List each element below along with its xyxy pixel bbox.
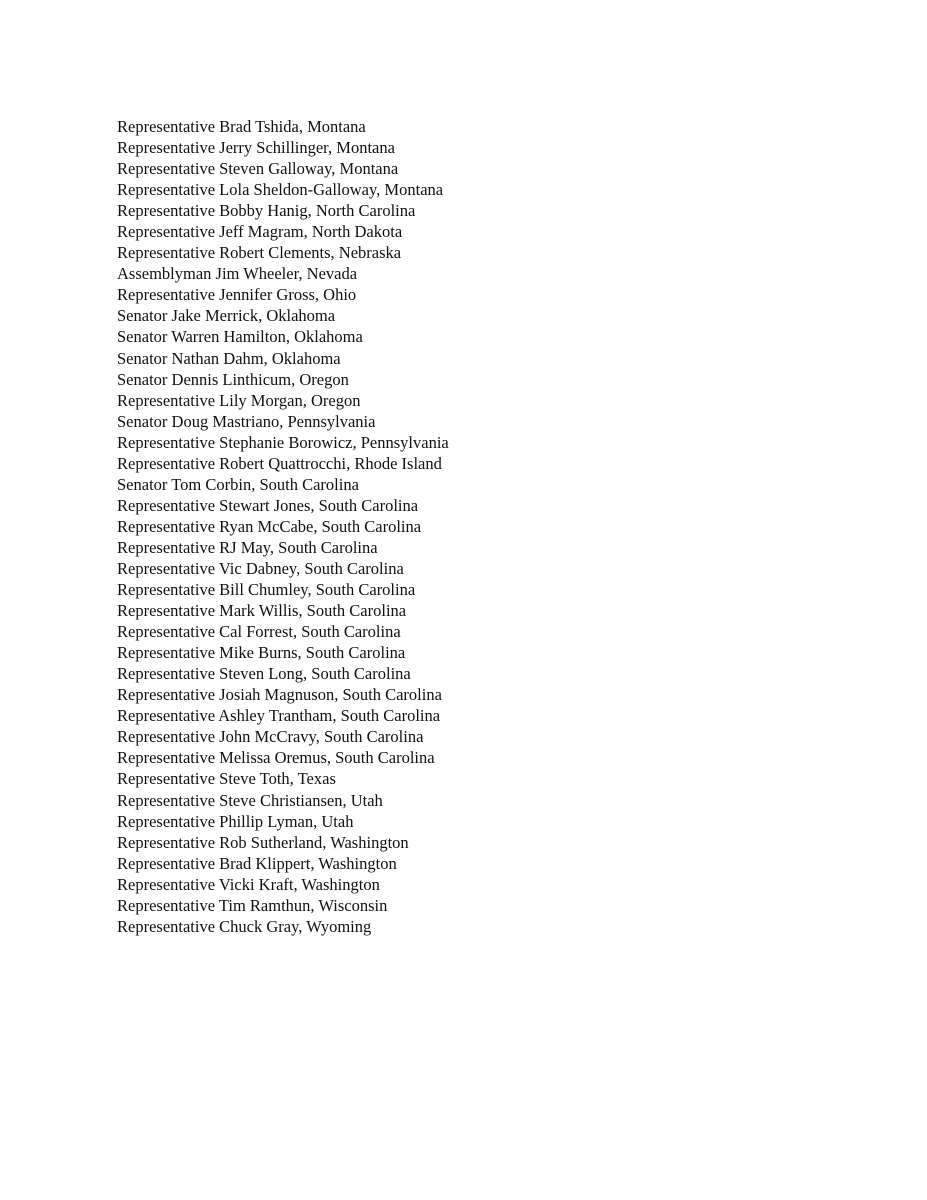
signer-line: Representative Vicki Kraft, Washington bbox=[117, 874, 380, 894]
signer-line: Representative Melissa Oremus, South Carolina bbox=[117, 748, 435, 768]
signer-line: Representative Chuck Gray, Wyoming bbox=[117, 916, 372, 936]
signer-line: Representative Cal Forrest, South Carolina bbox=[117, 622, 401, 642]
signer-line: Representative Jerry Schillinger, Montana bbox=[117, 138, 395, 158]
signer-line: Representative Mike Burns, South Carolina bbox=[117, 643, 406, 663]
signer-list bbox=[117, 116, 449, 937]
signer-line: Representative Robert Quattrocchi, Rhode Island bbox=[117, 453, 442, 473]
signer-line: Representative Lily Morgan, Oregon bbox=[117, 390, 361, 410]
signer-line: Senator Tom Corbin, South Carolina bbox=[117, 474, 359, 494]
signer-line: Representative Phillip Lyman, Utah bbox=[117, 811, 354, 831]
signer-line: Senator Doug Mastriano, Pennsylvania bbox=[117, 411, 376, 431]
signer-line: Representative Tim Ramthun, Wisconsin bbox=[117, 895, 388, 915]
signer-line: Representative Rob Sutherland, Washington bbox=[117, 832, 409, 852]
signer-line: Representative John McCravy, South Carolina bbox=[117, 727, 424, 747]
signer-line: Senator Dennis Linthicum, Oregon bbox=[117, 369, 349, 389]
signer-line: Assemblyman Jim Wheeler, Nevada bbox=[117, 264, 358, 284]
signer-line: Representative Steven Long, South Carolina bbox=[117, 664, 411, 684]
signer-line: Representative Brad Tshida, Montana bbox=[117, 117, 366, 136]
signer-line: Representative Stewart Jones, South Carolina bbox=[117, 495, 419, 515]
signer-line: Representative Ashley Trantham, South Carolina bbox=[117, 706, 441, 726]
signer-line: Senator Jake Merrick, Oklahoma bbox=[117, 306, 336, 326]
signer-line: Representative Lola Sheldon-Galloway, Montana bbox=[117, 180, 444, 200]
signer-line: Representative RJ May, South Carolina bbox=[117, 537, 378, 557]
signer-line: Representative Jeff Magram, North Dakota bbox=[117, 222, 403, 242]
signer-line: Representative Brad Klippert, Washington bbox=[117, 853, 397, 873]
signer-line: Representative Steve Christiansen, Utah bbox=[117, 790, 383, 810]
signer-line: Representative Robert Clements, Nebraska bbox=[117, 243, 402, 263]
signer-line: Representative Bobby Hanig, North Carolina bbox=[117, 201, 416, 221]
signer-line: Representative Vic Dabney, South Carolina bbox=[117, 558, 404, 578]
signer-line: Representative Josiah Magnuson, South Carolina bbox=[117, 685, 442, 705]
signer-line: Senator Warren Hamilton, Oklahoma bbox=[117, 327, 363, 347]
signer-line: Representative Bill Chumley, South Carolina bbox=[117, 580, 416, 600]
signer-line: Representative Stephanie Borowicz, Pennsylvania bbox=[117, 432, 449, 452]
signer-line: Representative Jennifer Gross, Ohio bbox=[117, 285, 357, 305]
signer-line: Representative Steven Galloway, Montana bbox=[117, 159, 399, 179]
signer-line: Representative Ryan McCabe, South Carolina bbox=[117, 516, 422, 536]
signer-line: Representative Steve Toth, Texas bbox=[117, 769, 336, 789]
signer-line: Senator Nathan Dahm, Oklahoma bbox=[117, 348, 341, 368]
signer-line: Representative Mark Willis, South Carolina bbox=[117, 601, 407, 621]
